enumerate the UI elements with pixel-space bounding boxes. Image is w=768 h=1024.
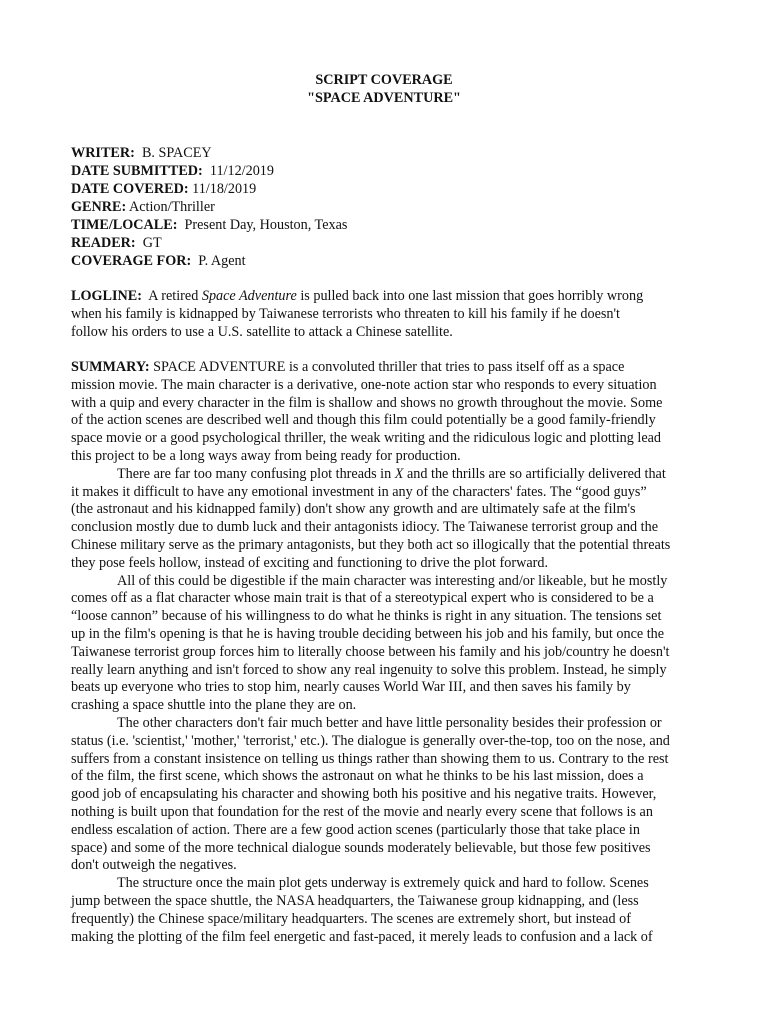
meta-value: 11/12/2019 [209, 163, 274, 179]
summary-line: conclusion mostly due to dumb luck and their antagonists idiocy. The Taiwanese terrorist group and the [71, 519, 659, 536]
summary-line: The other characters don't fair much better and have little personality besides their profession or [117, 714, 662, 731]
summary-line: it makes it difficult to have any emotional investment in any of the characters' fates. The “good guys” [71, 483, 647, 500]
summary-line: mission movie. The main character is a derivative, one-note action star who responds to every situation [71, 376, 657, 393]
meta-time-locale [71, 217, 711, 235]
meta-label: COVERAGE FOR: [71, 253, 192, 269]
summary-line: they pose feels hollow, instead of exciting and functioning to drive the plot forward. [71, 554, 548, 571]
summary-line: jump between the space shuttle, the NASA headquarters, the Taiwanese group kidnapping, and (less [71, 892, 639, 909]
meta-label: READER: [71, 235, 136, 251]
summary-label: SUMMARY: [71, 359, 150, 375]
summary-line: status (i.e. 'scientist,' 'mother,' 'terrorist,' etc.). The dialogue is generally over-the-top, too on the nose, and [71, 732, 670, 749]
logline-line: LOGLINE: A retired Space Adventure is pulled back into one last mission that goes horribly wrong [71, 288, 644, 304]
meta-label: GENRE: [71, 199, 127, 215]
summary-line: of the film, the first scene, which shows the astronaut on what he thinks to be his last mission, does a [71, 768, 644, 785]
summary-line: SUMMARY: SPACE ADVENTURE is a convoluted thriller that tries to pass itself off as a space [71, 359, 625, 375]
meta-value: B. SPACEY [141, 145, 212, 161]
meta-value: Action/Thriller [128, 199, 215, 215]
summary-line: with a quip and every character in the film is shallow and shows no growth throughout the movie. Some [71, 394, 663, 411]
summary-line: of the action scenes are described well and though this film could potentially be a good family-friendly [71, 412, 656, 429]
summary-line: “loose cannon” because of his willingness to do what he thinks is right in any situation. The tensions set [71, 608, 662, 625]
summary-section [71, 359, 711, 946]
logline-section [71, 288, 711, 341]
summary-line: space) and some of the more technical dialogue sounds moderately believable, but those few positives [71, 839, 651, 856]
summary-line: space movie or a good psychological thriller, the weak writing and the ridiculous logic and plotting lead [71, 430, 662, 447]
summary-line: this project to be a long ways away from being ready for production. [71, 447, 461, 464]
meta-value: P. Agent [198, 253, 246, 269]
meta-reader [71, 235, 711, 253]
logline-line: when his family is kidnapped by Taiwanese terrorists who threaten to kill his family if he doesn't [71, 305, 620, 322]
logline-line: follow his orders to use a U.S. satellite to attack a Chinese satellite. [71, 323, 453, 340]
meta-label: TIME/LOCALE: [71, 217, 178, 233]
logline-title-emphasis: Space Adventure [201, 288, 297, 304]
meta-value: GT [142, 235, 162, 251]
document-title: SCRIPT COVERAGE [315, 72, 453, 88]
meta-label: WRITER: [71, 145, 135, 161]
summary-line: crashing a space shuttle into the plane they are on. [71, 697, 357, 714]
summary-line: don't outweigh the negatives. [71, 857, 237, 874]
summary-line: really learn anything and isn't forced to show any real ingenuity to solve this problem. Instead, he simply [71, 661, 667, 678]
summary-line: Taiwanese terrorist group forces him to literally choose between his family and his job/country he doesn't [71, 643, 670, 660]
summary-line: Chinese military serve as the primary antagonists, but they both act so illogically that the potential threats [71, 536, 671, 553]
summary-line: up in the film's opening is that he is having trouble deciding between his job and his family, but once the [71, 625, 665, 642]
summary-line: The structure once the main plot gets underway is extremely quick and hard to follow. Scenes [117, 875, 649, 892]
meta-label: DATE COVERED: [71, 181, 189, 197]
meta-coverage-for [71, 253, 711, 271]
summary-line: beats up everyone who tries to stop him, nearly causes World War III, and then saves his family by [71, 679, 631, 696]
summary-line: (the astronaut and his kidnapped family) don't show any growth and are ultimately safe at the film's [71, 501, 636, 518]
summary-line: nothing is built upon that foundation for the rest of the movie and nearly every scene that follows is an [71, 803, 653, 820]
summary-line: frequently) the Chinese space/military headquarters. The scenes are extremely short, but instead of [71, 910, 631, 927]
summary-line: suffers from a constant insistence on telling us things rather than showing them to us. Contrary to the rest [71, 750, 669, 767]
meta-value: 11/18/2019 [192, 181, 257, 197]
meta-value: Present Day, Houston, Texas [184, 217, 348, 233]
logline-label: LOGLINE: [71, 288, 142, 304]
summary-line: There are far too many confusing plot threads in X and the thrills are so artificially delivered that [117, 465, 666, 482]
meta-writer [71, 145, 711, 163]
coverage-metadata [71, 145, 711, 271]
meta-genre [71, 199, 711, 217]
summary-line: good job of encapsulating his character and showing both his positive and his negative traits. However, [71, 786, 657, 803]
meta-label: DATE SUBMITTED: [71, 163, 203, 179]
meta-date-covered [71, 181, 711, 199]
summary-line: comes off as a flat character whose main trait is that of a stereotypical expert who is considered to be a [71, 590, 654, 607]
document-subtitle: "SPACE ADVENTURE" [307, 90, 461, 106]
summary-line: endless escalation of action. There are a few good action scenes (particularly those that take place in [71, 821, 640, 838]
meta-date-submitted [71, 163, 711, 181]
summary-line: making the plotting of the film feel energetic and fast-paced, it merely leads to confusion and a lack of [71, 928, 653, 945]
title-emphasis: X [394, 465, 404, 482]
summary-line: All of this could be digestible if the main character was interesting and/or likeable, but he mostly [117, 572, 668, 589]
